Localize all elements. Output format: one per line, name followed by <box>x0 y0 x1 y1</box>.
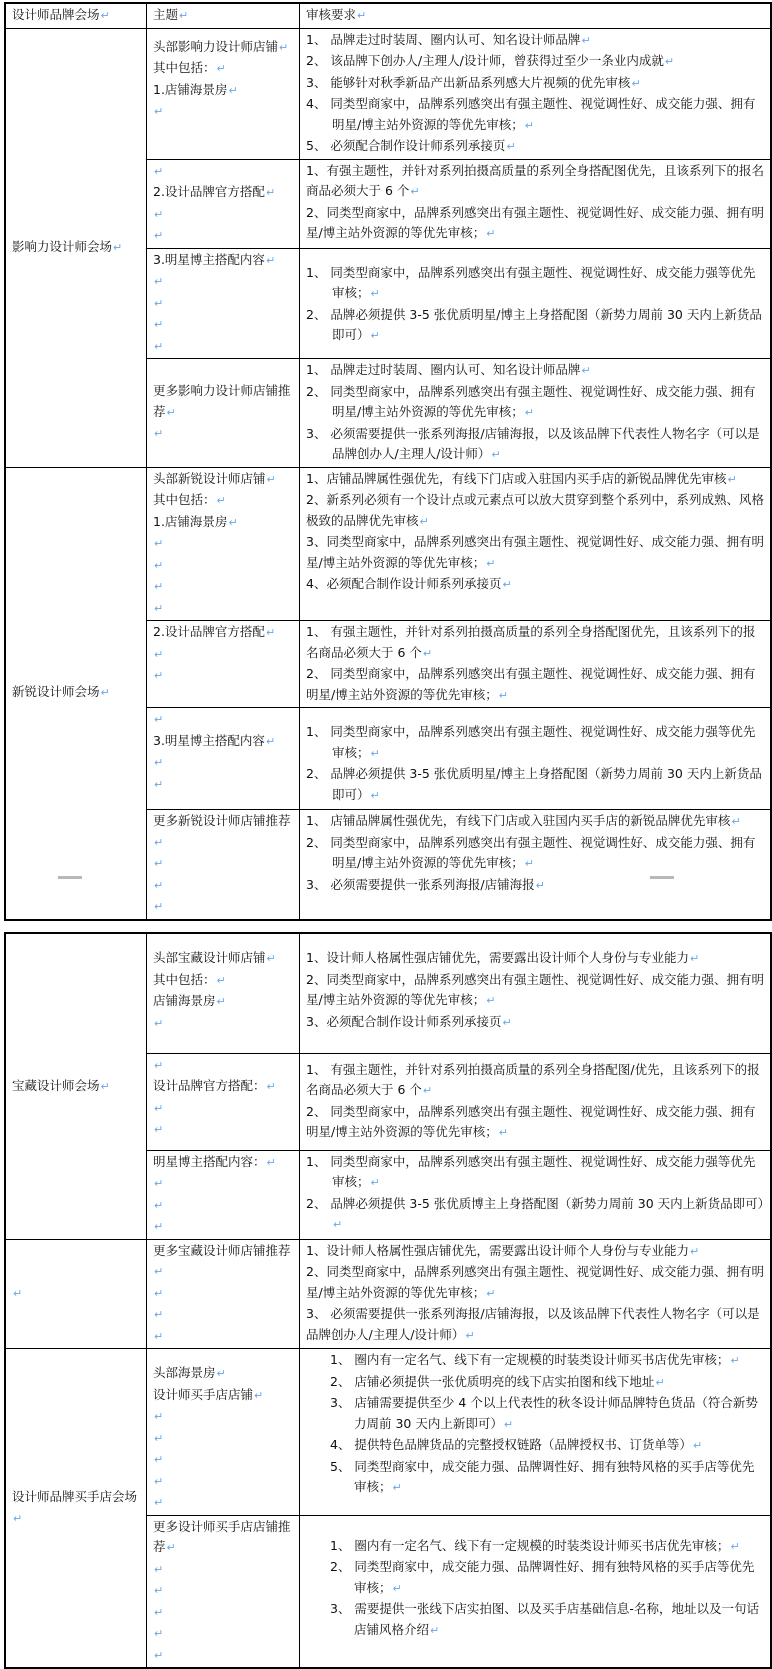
requirements-cell: 1、 店铺品牌属性强优先，有线下门店或入驻国内买手店的新锐品牌优先审核↵ 2、 同类型商家中，品牌系列感突出有强主题性、视觉调性好、成交能力强、拥有明星/博主站外资源的等优先审核；↵ 3、 必须需要提供一张系列海报/店铺海报↵ <box>300 810 772 920</box>
theme-cell: 更多影响力设计师店铺推荐↵ ↵ <box>147 359 300 468</box>
theme-cell: 头部宝藏设计师店铺↵ 其中包括：↵ 店铺海景房↵ ↵ <box>147 933 300 1053</box>
theme-cell: 头部影响力设计师店铺↵ 其中包括：↵ 1.店铺海景房↵ ↵ <box>147 28 300 159</box>
requirements-cell: 1、 同类型商家中，品牌系列感突出有强主题性、视觉调性好、成交能力强等优先审核；↵ 2、 品牌必须提供 3-5 张优质明星/博主上身搭配图（新势力周前 30 天内上新货品即可）↵ <box>300 708 772 810</box>
requirements-cell: 1、店铺品牌属性强优先，有线下门店或入驻国内买手店的新锐品牌优先审核↵ 2、新系列必须有一个设计点或元素点可以放大贯穿到整个系列中，系列成熟、风格极致的品牌优先审核↵ 3、同类型商家中，品牌系列感突出有强主题性、视觉调性好、成交能力强、拥有明星/博主站外资源的等优先审核；↵ 4、必须配合制作设计师系列承接页↵ <box>300 467 772 621</box>
theme-cell: 明星博主搭配内容：↵ ↵ ↵ ↵ <box>147 1150 300 1239</box>
theme-cell: ↵ 2.设计品牌官方搭配↵ ↵ ↵ <box>147 159 300 248</box>
requirements-cell: 1、 品牌走过时装周、圈内认可、知名设计师品牌↵ 2、 同类型商家中，品牌系列感突出有强主题性、视觉调性好、成交能力强、拥有明星/博主站外资源的等优先审核；↵ 3、 必须需要提供一张系列海报/店铺海报，以及该品牌下代表性人物名字（可以是品牌创办人/主理人/设计师）↵ <box>300 359 772 468</box>
header-venue: 设计师品牌会场↵ <box>5 3 147 28</box>
page-2 <box>4 932 771 1669</box>
requirements-cell: 1、 圈内有一定名气、线下有一定规模的时装类设计师买书店优先审核；↵ 2、 同类型商家中，成交能力强、品牌调性好、拥有独特风格的买手店等优先审核；↵ 3、 需要提供一张线下店实拍图、以及买手店基础信息-名称，地址以及一句话店铺风格介绍↵ <box>300 1515 772 1668</box>
requirements-cell: 1、 有强主题性，并针对系列拍摄高质量的系列全身搭配图优先，且该系列下的报名商品必须大于 6 个↵ 2、 同类型商家中，品牌系列感突出有强主题性、视觉调性好、成交能力强、拥有明星/博主站外资源的等优先审核；↵ <box>300 621 772 708</box>
table-row <box>5 1239 771 1349</box>
requirements-cell: 1、 同类型商家中，品牌系列感突出有强主题性、视觉调性好、成交能力强等优先审核；↵ 2、 品牌必须提供 3-5 张优质博主上身搭配图（新势力周前 30 天内上新货品即可）↵ <box>300 1150 772 1239</box>
venue-cell: ↵ <box>5 1239 147 1349</box>
theme-cell: ↵ 设计品牌官方搭配：↵ ↵ ↵ <box>147 1053 300 1150</box>
requirements-cell: 1、 品牌走过时装周、圈内认可、知名设计师品牌↵ 2、 该品牌下创办人/主理人/设计师，曾获得过至少一条业内成就↵ 3、 能够针对秋季新品产出新品系列感大片视频的优先审核↵ 4、 同类型商家中，品牌系列感突出有强主题性、视觉调性好、成交能力强、拥有明星/博主站外资源的等优先审核；↵ 5、 必须配合制作设计师系列承接页↵ <box>300 28 772 159</box>
page-break-marker <box>650 876 674 879</box>
requirements-cell: 1、有强主题性，并针对系列拍摄高质量的系列全身搭配图优先，且该系列下的报名商品必须大于 6 个↵ 2、同类型商家中，品牌系列感突出有强主题性、视觉调性好、成交能力强、拥有明星/博主站外资源的等优先审核；↵ <box>300 159 772 248</box>
theme-cell: 头部海景房↵ 设计师买手店店铺↵ ↵ ↵ ↵ ↵ ↵ <box>147 1349 300 1516</box>
requirements-cell: 1、 圈内有一定名气、线下有一定规模的时装类设计师买书店优先审核；↵ 2、 店铺必须提供一张优质明亮的线下店实拍图和线下地址↵ 3、 店铺需要提供至少 4 个以上代表性的秋冬设计师品牌特色货品（符合新势力周前 30 天内上新即可）↵ 4、 提供特色品牌货品的完整授权链路（品牌授权书、订货单等）↵ 5、 同类型商家中，成交能力强、品牌调性好、拥有独特风格的买手店等优先审核；↵ <box>300 1349 772 1516</box>
venue-cell: 设计师品牌买手店会场↵ <box>5 1349 147 1669</box>
table-row <box>5 1349 771 1516</box>
table-row <box>5 28 771 159</box>
venue-cell: 影响力设计师会场↵ <box>5 28 147 467</box>
header-requirements: 审核要求↵ <box>300 3 772 28</box>
theme-cell: 更多设计师买手店店铺推荐↵ ↵ ↵ ↵ ↵ ↵ <box>147 1515 300 1668</box>
review-requirements-table-part2 <box>4 932 772 1669</box>
requirements-cell: 1、 有强主题性，并针对系列拍摄高质量的系列全身搭配图/优先，且该系列下的报名商品必须大于 6 个↵ 2、 同类型商家中，品牌系列感突出有强主题性、视觉调性好、成交能力强、拥有明星/博主站外资源的等优先审核；↵ <box>300 1053 772 1150</box>
theme-cell: 更多宝藏设计师店铺推荐↵ ↵ ↵ ↵ <box>147 1239 300 1349</box>
requirements-cell: 1、 同类型商家中，品牌系列感突出有强主题性、视觉调性好、成交能力强等优先审核；↵ 2、 品牌必须提供 3-5 张优质明星/博主上身搭配图（新势力周前 30 天内上新货品即可）↵ <box>300 248 772 359</box>
venue-cell: 新锐设计师会场↵ <box>5 467 147 920</box>
page-1 <box>4 2 764 921</box>
theme-cell: 3.明星博主搭配内容↵ ↵ ↵ ↵ ↵ <box>147 248 300 359</box>
requirements-cell: 1、设计师人格属性强店铺优先，需要露出设计师个人身份与专业能力↵ 2、同类型商家中，品牌系列感突出有强主题性、视觉调性好、成交能力强、拥有明星/博主站外资源的等优先审核；↵ 3、 必须需要提供一张系列海报/店铺海报，以及该品牌下代表性人物名字（可以是品牌创办人/主理人/设计师）↵ <box>300 1239 772 1349</box>
venue-cell: 宝藏设计师会场↵ <box>5 933 147 1239</box>
table-row <box>5 467 771 621</box>
theme-cell: 2.设计品牌官方搭配↵ ↵ ↵ <box>147 621 300 708</box>
table-header-row <box>5 3 771 28</box>
theme-cell: 头部新锐设计师店铺↵ 其中包括：↵ 1.店铺海景房↵ ↵ ↵ ↵ ↵ <box>147 467 300 621</box>
theme-cell: 更多新锐设计师店铺推荐↵ ↵ ↵ ↵ <box>147 810 300 920</box>
theme-cell: ↵ 3.明星博主搭配内容↵ ↵ ↵ <box>147 708 300 810</box>
table-row <box>5 933 771 1053</box>
header-theme: 主题↵ <box>147 3 300 28</box>
requirements-cell: 1、设计师人格属性强店铺优先，需要露出设计师个人身份与专业能力↵ 2、同类型商家中，品牌系列感突出有强主题性、视觉调性好、成交能力强、拥有明星/博主站外资源的等优先审核；↵ 3、必须配合制作设计师系列承接页↵ <box>300 933 772 1053</box>
review-requirements-table-part1 <box>4 2 772 921</box>
page-break-marker <box>58 876 82 879</box>
